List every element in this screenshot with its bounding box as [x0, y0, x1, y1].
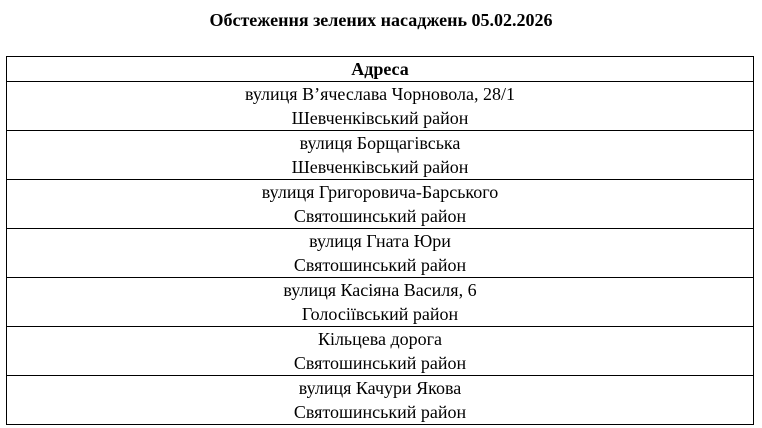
district-name: Шевченківський район: [291, 108, 469, 128]
table-row: [7, 229, 754, 278]
street-name: вулиця Касіяна Василя, 6: [283, 280, 477, 300]
address-cell: [7, 82, 754, 131]
street-name: вулиця Гната Юри: [309, 231, 451, 251]
district-name: Святошинський район: [293, 402, 467, 422]
table-row: [7, 278, 754, 327]
address-cell: [7, 131, 754, 180]
district-name: Шевченківський район: [291, 157, 469, 177]
district-name: Святошинський район: [293, 255, 467, 275]
page-title: Обстеження зелених насаджень 05.02.2026: [209, 10, 553, 30]
address-cell: [7, 278, 754, 327]
table-header-row: [7, 57, 754, 82]
address-cell: [7, 229, 754, 278]
column-header-address: Адреса: [7, 57, 754, 82]
street-name: вулиця Борщагівська: [299, 133, 461, 153]
district-name: Святошинський район: [293, 206, 467, 226]
street-name: вулиця Качури Якова: [298, 378, 462, 398]
district-name: Святошинський район: [293, 353, 467, 373]
street-name: вулиця В’ячеслава Чорновола, 28/1: [244, 84, 516, 104]
street-name: вулиця Григоровича-Барського: [261, 182, 499, 202]
table-row: [7, 327, 754, 376]
address-cell: [7, 327, 754, 376]
address-cell: [7, 180, 754, 229]
street-name: Кільцева дорога: [317, 329, 443, 349]
address-cell: [7, 376, 754, 425]
table-row: [7, 131, 754, 180]
table-row: [7, 180, 754, 229]
table-row: [7, 82, 754, 131]
address-table: [6, 56, 754, 425]
district-name: Голосіївський район: [301, 304, 459, 324]
table-row: [7, 376, 754, 425]
